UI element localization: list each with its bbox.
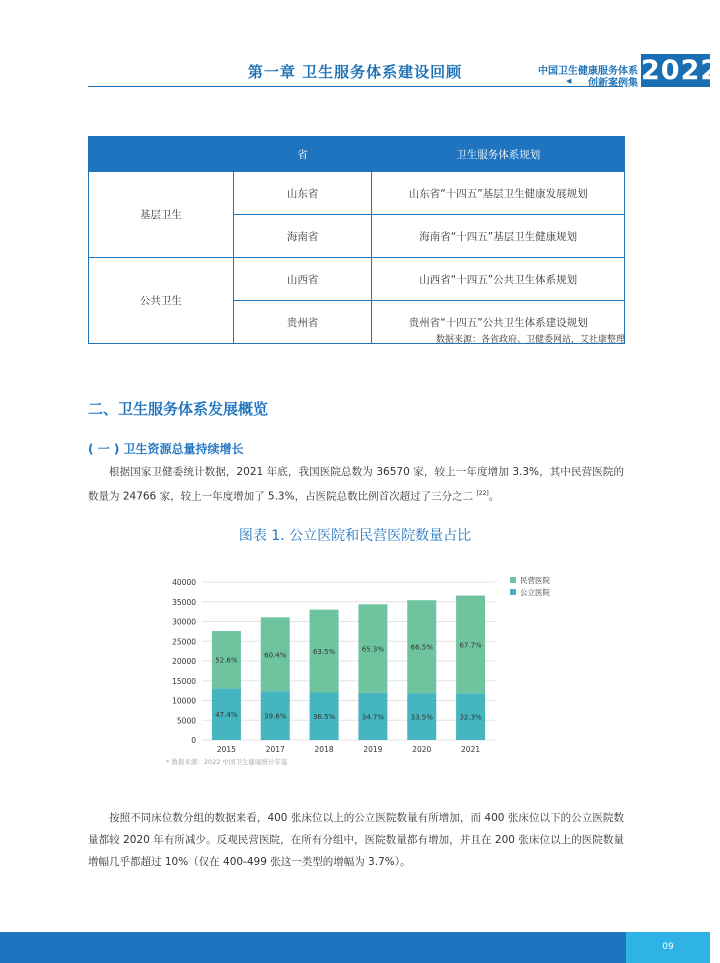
section-subtitle: ( 一 ) 卫生资源总量持续增长 — [88, 442, 244, 456]
y-tick-label: 20000 — [172, 657, 196, 666]
data-label: 63.5% — [312, 648, 336, 657]
page-number: 09 — [662, 942, 674, 952]
legend-swatch — [510, 577, 516, 583]
data-label: 60.4% — [264, 651, 287, 660]
paragraph-1 — [88, 461, 624, 508]
chapter-title: 第一章 卫生服务体系建设回顾 — [247, 63, 463, 81]
y-tick-label: 0 — [191, 736, 196, 745]
table-category-cell: 基层卫生 — [89, 172, 234, 258]
table-source-note: 数据来源：各省政府、卫健委网站，艾社康整理 — [435, 335, 625, 345]
x-tick-label: 2021 — [461, 745, 481, 754]
reference-mark[interactable]: [22] — [476, 490, 489, 497]
data-label: 39.6% — [264, 712, 287, 721]
brand-line-1: 中国卫生健康服务体系 — [538, 66, 638, 77]
x-tick-label: 2015 — [216, 745, 236, 754]
legend-swatch — [510, 589, 516, 595]
legend-label: 民营医院 — [520, 576, 550, 585]
data-label: 32.3% — [459, 713, 482, 722]
y-tick-label: 10000 — [172, 696, 196, 706]
data-label: 66.5% — [410, 643, 433, 652]
data-label: 33.5% — [410, 713, 433, 722]
data-label: 34.7% — [361, 713, 385, 722]
table-header-row — [89, 137, 625, 172]
table-plan-cell: 贵州省“十四五”公共卫生体系建设规划 — [372, 301, 625, 344]
table-header-blank — [89, 137, 234, 172]
footer-bar — [0, 932, 626, 963]
table-province-cell: 山西省 — [233, 258, 372, 301]
table-province-cell: 海南省 — [233, 215, 372, 258]
y-tick-label: 15000 — [172, 676, 196, 686]
y-tick-label: 30000 — [172, 617, 196, 627]
chart-source-note: * 数据来源：2022 中国卫生健康统计年鉴 — [166, 758, 288, 766]
paragraph-1-end: 。 — [488, 490, 500, 503]
table-row — [89, 258, 625, 301]
stacked-bar-chart — [160, 572, 580, 757]
chart-title: 图表 1. 公立医院和民营医院数量占比 — [238, 528, 472, 544]
table-plan-cell: 海南省“十四五”基层卫生健康规划 — [372, 215, 625, 258]
table-header-plan: 卫生服务体系规划 — [372, 137, 625, 172]
paragraph-1-text: 根据国家卫健委统计数据，2021 年底，我国医院总数为 36570 家，较上一年度增加 3.3%，其中民营医院的数量为 24766 家，较上一年度增加了 5.3%，占医院总数比例首次超过了三分之二 — [88, 466, 624, 503]
x-tick-label: 2017 — [265, 745, 285, 754]
table-province-cell: 山东省 — [233, 172, 372, 215]
x-tick-label: 2020 — [412, 745, 432, 754]
brand-line-2: 创新案例集 — [588, 78, 638, 89]
x-tick-label: 2019 — [363, 745, 383, 754]
x-tick-label: 2018 — [314, 745, 334, 754]
paragraph-2: 按照不同床位数分组的数据来看，400 张床位以上的公立医院数量有所增加，而 400 张床位以下的公立医院数量都较 2020 年有所减少。反观民营医院，在所有分组中，医院数量都有增加，并且在 200 张床位以上的医院数量增幅几乎都超过 10%（仅在 400-499 张这一类型的增幅为 3.7%）。 — [88, 812, 624, 868]
data-label: 65.3% — [361, 645, 385, 654]
year-badge-text: 2022 — [641, 55, 720, 86]
data-label: 67.7% — [459, 641, 482, 650]
y-tick-label: 35000 — [172, 597, 196, 607]
table-header-province: 省 — [233, 137, 372, 172]
data-label: 52.6% — [215, 656, 238, 665]
table-plan-cell: 山东省“十四五”基层卫生健康发展规划 — [372, 172, 625, 215]
table-row — [89, 172, 625, 215]
table-category-cell: 公共卫生 — [89, 258, 234, 344]
y-tick-label: 5000 — [176, 716, 196, 726]
y-tick-label: 25000 — [172, 637, 196, 647]
data-label: 36.5% — [312, 713, 336, 722]
legend-label: 公立医院 — [520, 588, 550, 597]
bullet-icon: ◀ — [566, 77, 572, 85]
section-title: 二、卫生服务体系发展概览 — [88, 400, 269, 418]
y-tick-label: 40000 — [172, 578, 196, 587]
table-plan-cell: 山西省“十四五”公共卫生体系规划 — [372, 258, 625, 301]
table-province-cell: 贵州省 — [233, 301, 372, 344]
plan-table — [88, 136, 625, 344]
data-label: 47.4% — [215, 711, 238, 720]
